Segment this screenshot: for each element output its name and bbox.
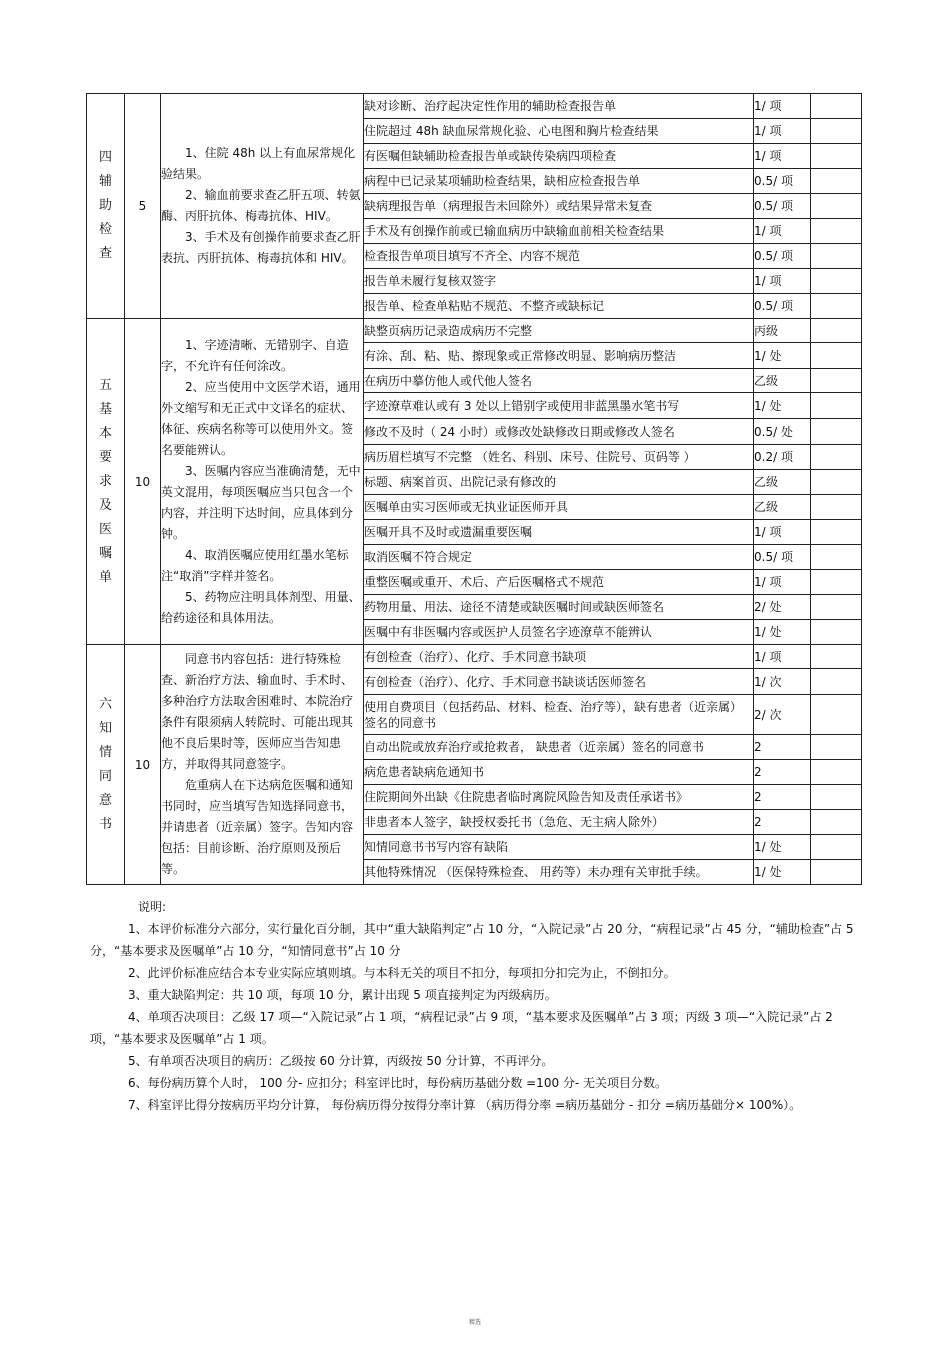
- deduction-value: 乙级: [754, 369, 811, 393]
- blank-score-cell: [811, 369, 862, 393]
- section-title-text: 六知情同意书: [98, 696, 112, 832]
- deduction-value: 0.5/ 项: [754, 169, 811, 194]
- note-item: 2、此评价标准应结合本专业实际应填则填。与本科无关的项目不扣分，每项扣分扣完为止，不倒扣分。: [128, 966, 676, 980]
- deduction-value: 1/ 处: [754, 343, 811, 369]
- deduction-value: 1/ 项: [754, 570, 811, 595]
- blank-score-cell: [811, 94, 862, 119]
- deficiency-item: 知情同意书书写内容有缺陷: [364, 835, 754, 860]
- blank-score-cell: [811, 620, 862, 645]
- deficiency-item: 有涂、刮、粘、贴、擦现象或正常修改明显、影响病历整洁: [364, 343, 754, 369]
- section-score: 10: [125, 645, 161, 885]
- deficiency-item: 手术及有创操作前或已输血病历中缺输血前相关检查结果: [364, 219, 754, 244]
- deduction-value: 0.5/ 项: [754, 244, 811, 269]
- deduction-value: 0.5/ 项: [754, 545, 811, 570]
- deduction-value: 1/ 项: [754, 219, 811, 244]
- deduction-value: 1/ 项: [754, 144, 811, 169]
- section-requirements: [161, 94, 364, 319]
- deficiency-item: 非患者本人签字，缺授权委托书（急危、无主病人除外）: [364, 810, 754, 835]
- requirement-text: 危重病人在下达病危医嘱和通知书同时，应当填写告知选择同意书，并请患者（近亲属）签字。告知内容包括：目前诊断、治疗原则及预后等。: [161, 778, 354, 876]
- deficiency-item: 医嘱单由实习医师或无执业证医师开具: [364, 495, 754, 520]
- requirement-text: 1、字迹清晰、无错别字、自造字，不允许有任何涂改。: [161, 337, 349, 373]
- table-row: [87, 94, 862, 119]
- deficiency-item: 标题、病案首页、出院记录有修改的: [364, 470, 754, 495]
- deficiency-item: 住院期间外出缺《住院患者临时离院风险告知及责任承诺书》: [364, 785, 754, 810]
- deficiency-item: 药物用量、用法、途径不清楚或缺医嘱时间或缺医师签名: [364, 595, 754, 620]
- blank-score-cell: [811, 835, 862, 860]
- blank-score-cell: [811, 735, 862, 760]
- deficiency-item: 缺对诊断、治疗起决定性作用的辅助检查报告单: [364, 94, 754, 119]
- deficiency-item: 报告单、检查单粘贴不规范、不整齐或缺标记: [364, 294, 754, 319]
- deduction-value: 1/ 项: [754, 94, 811, 119]
- table-row: [87, 645, 862, 669]
- deficiency-item: 缺病理报告单（病理报告未回除外）或结果异常未复查: [364, 194, 754, 219]
- blank-score-cell: [811, 144, 862, 169]
- notes: [90, 896, 868, 1116]
- deduction-value: 0.5/ 处: [754, 419, 811, 445]
- deficiency-item: 在病历中摹仿他人或代他人签名: [364, 369, 754, 393]
- blank-score-cell: [811, 470, 862, 495]
- blank-score-cell: [811, 194, 862, 219]
- deficiency-item: 有医嘱但缺辅助检查报告单或缺传染病四项检查: [364, 144, 754, 169]
- deduction-value: 2: [754, 785, 811, 810]
- blank-score-cell: [811, 393, 862, 419]
- note-item: 3、重大缺陷判定：共 10 项，每项 10 分，累计出现 5 项直接判定为丙级病历。: [128, 988, 557, 1002]
- deficiency-item: 其他特殊情况 （医保特殊检查、 用药等）未办理有关审批手续。: [364, 860, 754, 885]
- blank-score-cell: [811, 785, 862, 810]
- note-item: 6、每份病历算个人时， 100 分- 应扣分；科室评比时，每份病历基础分数 =100 分- 无关项目分数。: [128, 1076, 668, 1090]
- blank-score-cell: [811, 294, 862, 319]
- blank-score-cell: [811, 319, 862, 343]
- deficiency-item: 重整医嘱或重开、术后、产后医嘱格式不规范: [364, 570, 754, 595]
- page-footer: 精选: [468, 1319, 481, 1326]
- section-requirements: [161, 645, 364, 885]
- deficiency-item: 字迹潦草难认或有 3 处以上错别字或使用非蓝黑墨水笔书写: [364, 393, 754, 419]
- deduction-value: 2: [754, 735, 811, 760]
- blank-score-cell: [811, 810, 862, 835]
- deficiency-item: 自动出院或放弃治疗或抢救者， 缺患者（近亲属）签名的同意书: [364, 735, 754, 760]
- section-score: 10: [125, 319, 161, 645]
- blank-score-cell: [811, 645, 862, 669]
- deficiency-item: 取消医嘱不符合规定: [364, 545, 754, 570]
- deduction-value: 乙级: [754, 470, 811, 495]
- requirement-text: 1、住院 48h 以上有血尿常规化验结果。: [161, 146, 356, 181]
- deficiency-item: 修改不及时（ 24 小时）或修改处缺修改日期或修改人签名: [364, 419, 754, 445]
- note-item: 5、有单项否决项目的病历：乙级按 60 分计算，丙级按 50 分计算，不再评分。: [128, 1054, 554, 1068]
- blank-score-cell: [811, 545, 862, 570]
- deficiency-item: 有创检查（治疗）、化疗、手术同意书缺谈话医师签名: [364, 669, 754, 695]
- deduction-value: 1/ 处: [754, 835, 811, 860]
- blank-score-cell: [811, 495, 862, 520]
- blank-score-cell: [811, 119, 862, 144]
- blank-score-cell: [811, 419, 862, 445]
- blank-score-cell: [811, 669, 862, 695]
- deduction-value: 0.5/ 项: [754, 294, 811, 319]
- blank-score-cell: [811, 269, 862, 294]
- deficiency-item: 检查报告单项目填写不齐全、内容不规范: [364, 244, 754, 269]
- blank-score-cell: [811, 343, 862, 369]
- blank-score-cell: [811, 860, 862, 885]
- deduction-value: 2/ 次: [754, 695, 811, 735]
- deficiency-item: 病历眉栏填写不完整 （姓名、科别、床号、住院号、页码等 ）: [364, 445, 754, 470]
- deficiency-item: 缺整页病历记录造成病历不完整: [364, 319, 754, 343]
- deficiency-item: 报告单未履行复核双签字: [364, 269, 754, 294]
- section-score: 5: [125, 94, 161, 319]
- deficiency-item: 病程中已记录某项辅助检查结果，缺相应检查报告单: [364, 169, 754, 194]
- deduction-value: 2: [754, 810, 811, 835]
- deduction-value: 1/ 项: [754, 119, 811, 144]
- deduction-value: 1/ 次: [754, 669, 811, 695]
- section-requirements: [161, 319, 364, 645]
- blank-score-cell: [811, 695, 862, 735]
- requirement-text: 4、取消医嘱应使用红墨水笔标注“取消”字样并签名。: [161, 547, 349, 583]
- section-title-text: 四辅助检查: [98, 150, 112, 261]
- deficiency-item: 有创检查（治疗）、化疗、手术同意书缺项: [364, 645, 754, 669]
- section-title-text: 五基本要求及医嘱单: [98, 377, 112, 585]
- deduction-value: 1/ 项: [754, 645, 811, 669]
- deduction-value: 2/ 处: [754, 595, 811, 620]
- blank-score-cell: [811, 595, 862, 620]
- note-item: 1、本评价标准分六部分，实行量化百分制，其中“重大缺陷判定”占 10 分，“入院记录”占 20 分，“病程记录”占 45 分，“辅助检查”占 5 分，“基本要求及医嘱单”占 10 分，“知情同意书”占 10 分: [90, 922, 854, 958]
- requirement-text: 3、医嘱内容应当准确清楚，无中英文混用，每项医嘱应当只包含一个内容，并注明下达时间，应具体到分钟。: [161, 463, 361, 541]
- requirement-text: 同意书内容包括：进行特殊检查、新治疗方法、输血时、手术时、多种治疗方法取舍困难时、本院治疗条件有限须病人转院时、可能出现其他不良后果时等，医师应当告知患方，并取得其同意签字。: [161, 652, 354, 771]
- deficiency-item: 医嘱中有非医嘱内容或医护人员签名字迹潦草不能辨认: [364, 620, 754, 645]
- section-title: [87, 319, 125, 645]
- requirement-text: 2、输血前要求查乙肝五项、转氨酶、丙肝抗体、梅毒抗体、HIV。: [161, 188, 361, 223]
- deduction-value: 1/ 处: [754, 620, 811, 645]
- section-title: [87, 645, 125, 885]
- blank-score-cell: [811, 520, 862, 545]
- blank-score-cell: [811, 169, 862, 194]
- evaluation-table: [86, 93, 862, 885]
- requirement-text: 2、应当使用中文医学术语，通用外文缩写和无正式中文译名的症状、体征、疾病名称等可以使用外文。签名要能辨认。: [161, 379, 361, 457]
- note-item: 7、科室评比得分按病历平均分计算， 每份病历得分按得分率计算 （病历得分率 =病历基础分 - 扣分 =病历基础分× 100%）。: [128, 1098, 802, 1112]
- notes-heading: 说明:: [138, 900, 167, 914]
- deduction-value: 0.2/ 项: [754, 445, 811, 470]
- blank-score-cell: [811, 760, 862, 785]
- requirement-text: 3、手术及有创操作前要求查乙肝表抗、丙肝抗体、梅毒抗体和 HIV。: [161, 230, 361, 265]
- deduction-value: 2: [754, 760, 811, 785]
- note-item: 4、单项否决项目：乙级 17 项—“入院记录”占 1 项，“病程记录”占 9 项，“基本要求及医嘱单”占 3 项；丙级 3 项—“入院记录”占 2 项，“基本要求及医嘱单”占 1 项。: [90, 1010, 833, 1046]
- blank-score-cell: [811, 570, 862, 595]
- deficiency-item: 住院超过 48h 缺血尿常规化验、心电图和胸片检查结果: [364, 119, 754, 144]
- deficiency-item: 医嘱开具不及时或遗漏重要医嘱: [364, 520, 754, 545]
- deficiency-item: 病危患者缺病危通知书: [364, 760, 754, 785]
- deduction-value: 丙级: [754, 319, 811, 343]
- deduction-value: 1/ 项: [754, 520, 811, 545]
- table-row: [87, 319, 862, 343]
- requirement-text: 5、药物应注明具体剂型、用量、给药途径和具体用法。: [161, 589, 361, 625]
- blank-score-cell: [811, 219, 862, 244]
- blank-score-cell: [811, 244, 862, 269]
- deficiency-item: 使用自费项目（包括药品、材料、检查、治疗等），缺有患者（近亲属）签名的同意书: [364, 695, 754, 735]
- deduction-value: 乙级: [754, 495, 811, 520]
- deduction-value: 0.5/ 项: [754, 194, 811, 219]
- deduction-value: 1/ 项: [754, 269, 811, 294]
- section-title: [87, 94, 125, 319]
- blank-score-cell: [811, 445, 862, 470]
- deduction-value: 1/ 处: [754, 393, 811, 419]
- deduction-value: 1/ 处: [754, 860, 811, 885]
